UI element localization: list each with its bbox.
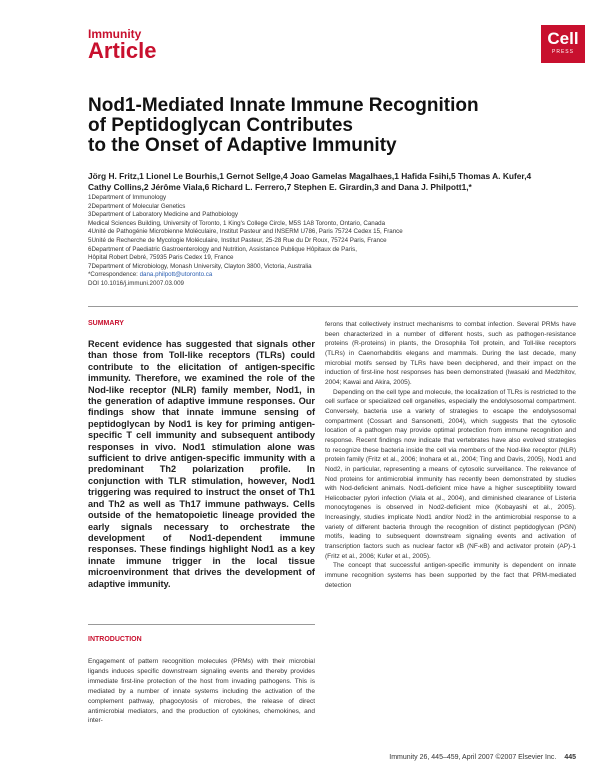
article-title: [88, 96, 568, 156]
affiliation-line: 6Department of Paediatric Gastroenterology and Nutrition, Assistance Publique Hôpitaux de Paris,: [88, 245, 357, 253]
right-column-text: [325, 320, 576, 590]
author-list: [88, 171, 578, 192]
correspondence: [88, 271, 578, 280]
correspondence-label: *Correspondence:: [88, 271, 140, 279]
citation: Immunity 26, 445–459, April 2007 ©2007 Elsevier Inc.: [389, 754, 557, 761]
introduction-heading: INTRODUCTION: [88, 636, 142, 643]
affiliation-line: 4Unité de Pathogénie Microbienne Moléculaire, Institut Pasteur and INSERM U786, Paris 75724 Cedex 15, France: [88, 228, 403, 236]
cell-press-logo: [541, 25, 585, 63]
header-divider: [88, 306, 578, 307]
affiliation-line: Medical Sciences Building, University of Toronto, 1 King's College Circle, M5S 1A8 Toronto, Ontario, Canada: [88, 219, 386, 227]
body-paragraph: ferons that collectively instruct mechanisms to combat infection. Several PRMs have been characterized in a number of different hosts, such as pathogen-resistance proteins (R-proteins) in plants, the Drosophila Toll protein, and Toll-like receptors (TLRs) in Caenorhabditis elegans and mammals. During the last decade, many microbial motifs sensed by TLRs have been deciphered, and their impact on the induction of first-line host responses has been demonstrated (Iwasaki and Medzhitov, 2004; Kawai and Akira, 2005).: [325, 321, 576, 386]
body-paragraph: The concept that successful antigen-specific immunity is dependent on innate immune recognition systems has been supported by the fact that PRM-mediated detection: [325, 562, 576, 589]
author-line: Cathy Collins,2 Jérôme Viala,6 Richard L. Ferrero,7 Stephen E. Girardin,3 and Dana J. Philpott1,*: [88, 181, 472, 192]
page-footer: [300, 754, 576, 761]
affiliation-line: 7Department of Microbiology, Monash University, Clayton 3800, Victoria, Australia: [88, 262, 312, 270]
affiliations: [88, 194, 578, 289]
summary-text: Recent evidence has suggested that signals other than those from Toll-like receptors (TLRs) could contribute to the elicitation of antigen-specific immunity. Therefore, we examined the role of the Nod-like receptor (NLR) family member, Nod1, in the generation of adaptive immune responses. Our findings show that innate immune sensing of peptidoglycan by Nod1 is key for priming antigen-specific T cell immunity and subsequent antibody responses in vivo. Nod1 stimulation alone was sufficient to drive antigen-specific immunity with a predominant Th2 polarization profile. In conjunction with TLR stimulation, however, Nod1 triggering was required to instruct the onset of Th1 and Th2 as well as Th17 immune pathways. Cells outside of the hematopoietic lineage provided the early signals necessary to orchestrate the development of Nod1-dependent immune responses. These findings highlight Nod1 as a key innate immune trigger in the local tissue microenvironment that drives the development of adaptive immunity.: [88, 339, 315, 589]
title-line: Nod1-Mediated Innate Immune Recognition: [88, 95, 479, 116]
logo-word: Cell: [547, 29, 579, 48]
affiliation-line: 1Department of Immunology: [88, 194, 167, 201]
page-number: 445: [564, 754, 576, 761]
journal-name: Immunity: [88, 27, 142, 41]
logo-press: PRESS: [552, 49, 574, 55]
affiliation-line: Hôpital Robert Debré, 75935 Paris Cedex 19, France: [88, 254, 234, 262]
section-divider: [88, 624, 315, 625]
introduction-text: Engagement of pattern recognition molecules (PRMs) with their microbial ligands induces specific downstream signaling events and thereby provides immediate first-line protection of the host from invading pathogens. This is mediated by a number of innate systems including the activation of the complement pathway, phagocytosis of microbes, the release of direct antimicrobial mediators, and the production of cytokines, chemokines, and inter-: [88, 658, 315, 725]
title-line: to the Onset of Adaptive Immunity: [88, 135, 397, 156]
doi: DOI 10.1016/j.immuni.2007.03.009: [88, 279, 184, 287]
article-type: Article: [88, 38, 157, 63]
affiliation-line: 3Department of Laboratory Medicine and Pathobiology: [88, 211, 238, 219]
affiliation-line: 2Department of Molecular Genetics: [88, 202, 186, 210]
author-line: Jörg H. Fritz,1 Lionel Le Bourhis,1 Gernot Sellge,4 Joao Gamelas Magalhaes,1 Hafida Fsihi,5 Thomas A. Kufer,4: [88, 171, 532, 181]
body-paragraph: Depending on the cell type and molecule, the localization of TLRs is restricted to the cell surface or specialized cell organelles, especially the endolysosomal compartment. Conversely, bacteria use a variety of strategies to escape the endolysosomal compartment (Cossart and Sansonetti, 2004), which suggests that the cytosolic location of a pathogen may provide optimal protection from immune recognition and response. Recent findings now indicate that vertebrates have also evolved strategies to recognize these bacteria inside the cell via members of the Nod-like receptor (NLR) protein family (Fritz et al., 2006; Inohara et al., 2004; Ting and Davis, 2005), Nod1 and Nod2, in particular, representing a means of cytosolic surveillance. The relevance of Nod proteins for antimicrobial immunity has recently been demonstrated by studies with Nod-deficient animals. Nod1-deficient mice have a higher susceptibility toward Helicobacter pylori infection (Viala et al., 2004), and diminished clearance of Listeria monocytogenes is observed in Nod2-deficient mice (Kobayashi et al., 2005). Increasingly, studies implicate Nod1 and/or Nod2 in the antimicrobial response to a variety of different bacteria through the recognition of distinct peptidoglycan (PGN) motifs, leading to subsequent downstream signaling events and activation of transcription factors such as nuclear factor κB (NF-κB) and activator protein (AP)-1 (Fritz et al., 2006; Kufer et al., 2005).: [325, 388, 576, 560]
summary-heading: SUMMARY: [88, 320, 124, 327]
affiliation-line: 5Unité de Recherche de Mycologie Moléculaire, Institut Pasteur, 25-28 Rue du Dr Roux, 75724 Paris, France: [88, 236, 387, 244]
title-line: of Peptidoglycan Contributes: [88, 115, 353, 136]
correspondence-email-link[interactable]: dana.philpott@utoronto.ca: [139, 271, 213, 279]
